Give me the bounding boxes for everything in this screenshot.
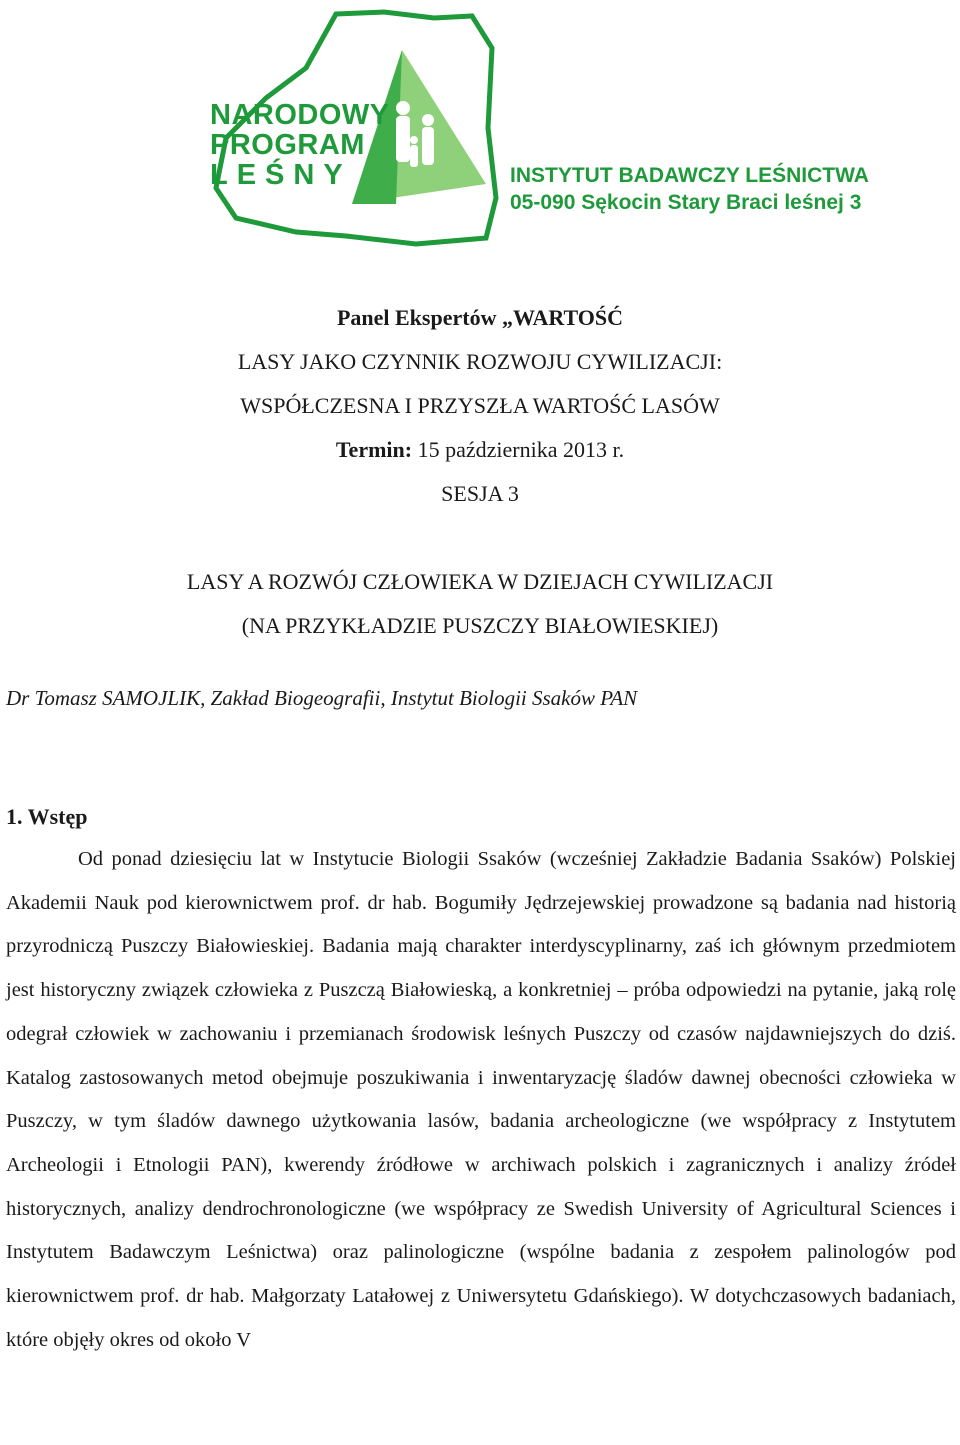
program-line-1: NARODOWY [210,99,390,131]
panel-prefix: Panel Ekspertów [336,305,502,330]
paragraph-text: Od ponad dziesięciu lat w Instytucie Biologii Ssaków (wcześniej Zakładzie Badania Ssaków) Polskiej Akademii Nauk pod kierownictwem prof. dr hab. Bogumiły Jędrzejewskiej prowadzone są badania nad historią przyrodniczą Puszczy Białowieskiej. Badania mają charakter interdyscyplinarny, zaś ich głównym przedmiotem jest historyczny związek człowieka z Puszczą Białowieską, a konkretniej – próba odpowiedzi na pytanie, jaką rolę odegrał człowiek w zachowaniu i przemianach środowisk leśnych Puszczy od czasów najdawniejszych do dziś. Katalog zastosowanych metod obejmuje poszukiwania i inwentaryzację śladów dawnej obecności człowieka w Puszczy, w tym śladów dawnego użytkowania lasów, badania archeologiczne (we współpracy z Instytutem Archeologii i Etnologii PAN), kwerendy źródłowe w archiwach polskich i zagranicznych i analizy źródeł historycznych, analizy dendrochronologiczne (we współpracy ze Swedish University of Agricultural Sciences i Instytutem Badawczym Leśnictwa) oraz palinologiczne (wspólne badania z zespołem palinologów pod kierownictwem prof. dr hab. Małgorzaty Latałowej z Uniwersytetu Gdańskiego). W dotychczasowych badaniach, które objęły okres od około V [6,848,956,1351]
spacer-line [0,516,960,560]
term-value: 15 października 2013 r. [412,437,625,462]
program-name [210,100,390,190]
term-label: Termin: [335,437,413,462]
title-line-2: WSPÓŁCZESNA I PRZYSZŁA WARTOŚĆ LASÓW [240,393,720,418]
author-line: Dr Tomasz SAMOJLIK, Zakład Biogeografii, Instytut Biologii Ssaków PAN [6,686,638,710]
document-header [0,296,960,648]
program-line-3: LEŚNY [210,159,352,191]
institute-line-1: INSTYTUT BADAWCZY LEŚNICTWA [510,164,869,187]
title-line-1: LASY JAKO CZYNNIK ROZWOJU CYWILIZACJI: [237,349,723,374]
term-line [0,428,960,472]
session-label: SESJA 3 [441,481,519,506]
session-title-line-2: (NA PRZYKŁADZIE PUSZCZY BIAŁOWIESKIEJ) [241,613,719,638]
panel-title [0,296,960,340]
panel-name: „WARTOŚĆ [501,305,624,330]
session-title-line-1: LASY A ROZWÓJ CZŁOWIEKA W DZIEJACH CYWILIZACJI [186,569,774,594]
institute-name [510,162,869,216]
body-paragraph [6,838,956,1362]
section-heading: 1. Wstęp [6,804,88,829]
institute-line-2: 05-090 Sękocin Stary Braci leśnej 3 [510,191,862,214]
program-line-2: PROGRAM [210,129,365,161]
logo [196,8,869,248]
